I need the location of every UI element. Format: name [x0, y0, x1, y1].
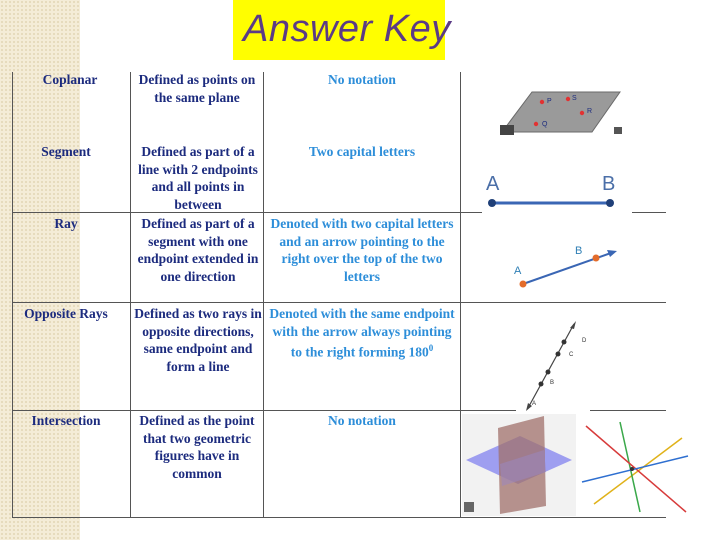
point-b: [546, 370, 551, 375]
notation-cell: No notation: [328, 72, 396, 87]
point-label: B: [550, 380, 555, 386]
notation-cell: Denoted with two capital letters and an arrow pointing to the right over the top of the two letters: [270, 216, 454, 284]
term-cell: Intersection: [31, 413, 101, 428]
point-label: S: [572, 95, 577, 102]
table-divider: [12, 410, 516, 411]
definition-cell: Defined as the point that two geometric figures have in common: [139, 413, 255, 481]
table-border-left: [12, 72, 13, 518]
table-divider: [263, 72, 264, 518]
ray-point-a: [520, 281, 527, 288]
coplanar-plane-figure: [496, 80, 626, 140]
blue-line: [582, 456, 688, 482]
segment-endpoint-a: [488, 199, 496, 207]
term-cell: Opposite Rays: [24, 306, 108, 321]
point-p: [540, 100, 544, 104]
point-label: R: [587, 108, 593, 115]
point-d: [562, 340, 567, 345]
intersection-point: [630, 467, 634, 471]
term-cell: Segment: [41, 144, 91, 159]
green-line: [620, 422, 640, 512]
arrowhead-up: [570, 321, 576, 329]
point-label: D: [582, 338, 587, 344]
ray-label-a: A: [514, 265, 522, 277]
segment-label-a: A: [486, 173, 500, 195]
plane-shape: [502, 92, 620, 132]
page-title: Answer Key: [243, 8, 451, 50]
corner-icon: [614, 127, 622, 134]
term-cell: Ray: [54, 216, 78, 231]
toolbar-icon: [464, 502, 474, 512]
point-label: C: [569, 352, 574, 358]
point-label: P: [547, 98, 552, 105]
ray-point-b: [593, 255, 600, 262]
table-divider: [632, 212, 666, 213]
segment-figure: [476, 168, 636, 214]
degree-superscript: 0: [428, 343, 434, 354]
ray-label-b: B: [575, 245, 583, 257]
ray-figure: [505, 236, 621, 292]
definition-cell: Defined as part of a line with 2 endpoints and all points in between: [138, 144, 258, 212]
point-label: A: [532, 401, 537, 407]
segment-label-b: B: [602, 173, 616, 195]
opposite-rays-line: [528, 324, 574, 408]
intersecting-lines-figure: [580, 420, 690, 514]
ray-arrowhead: [607, 250, 617, 257]
definition-cell: Defined as two rays in opposite directions, same endpoint and form a line: [134, 306, 262, 374]
segment-endpoint-b: [606, 199, 614, 207]
notation-cell: Denoted with the same endpoint with the arrow always pointing to the right forming $180^0$: [269, 306, 455, 360]
table-divider: [12, 302, 666, 303]
point-q: [534, 122, 538, 126]
notation-cell: No notation: [328, 413, 396, 428]
point-a: [539, 382, 544, 387]
point-s: [566, 97, 570, 101]
term-cell: Coplanar: [42, 72, 98, 87]
table-divider: [460, 72, 461, 518]
table-divider: [130, 72, 131, 518]
table-divider: [590, 410, 666, 411]
point-r: [580, 111, 584, 115]
toolbar-icon: [500, 125, 514, 135]
opposite-rays-figure: [518, 318, 594, 414]
point-c: [556, 352, 561, 357]
table-divider: [12, 517, 666, 518]
definition-cell: Defined as part of a segment with one endpoint extended in one direction: [137, 216, 259, 284]
notation-cell: Two capital letters: [308, 144, 416, 159]
definition-cell: Defined as points on the same plane: [138, 72, 256, 105]
intersecting-planes-figure: [462, 414, 576, 516]
point-label: Q: [542, 121, 548, 128]
